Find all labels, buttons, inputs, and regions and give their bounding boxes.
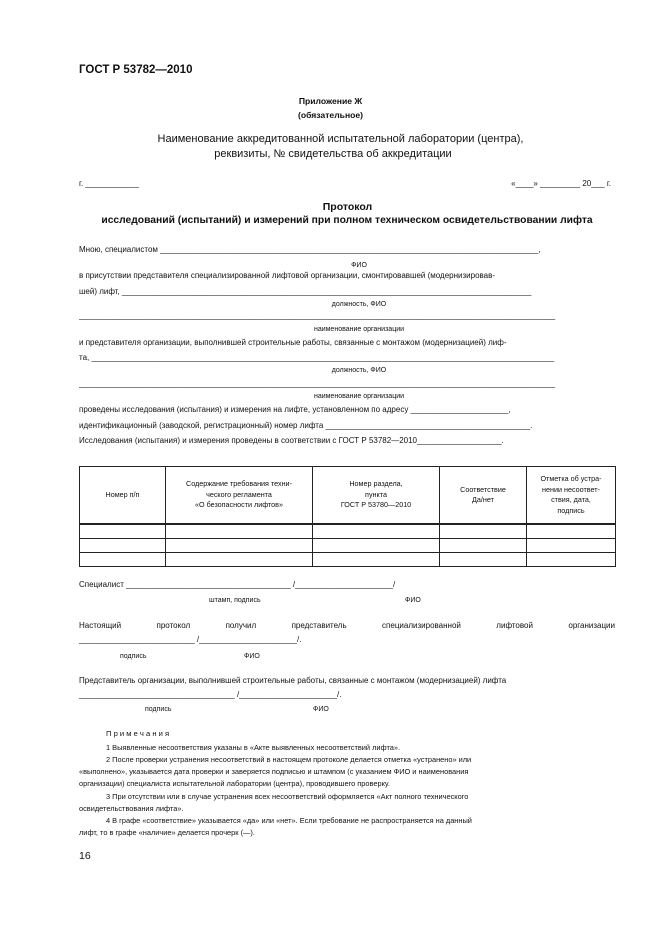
table-cell: [80, 539, 166, 553]
caption-specialist-fio: ФИО: [405, 597, 421, 604]
lab-name-line2: реквизиты, № свидетельства об аккредитации: [214, 148, 452, 160]
note-1: 1 Выявленные несоответствия указаны в «Акте выявленных несоответствий лифта».: [106, 743, 401, 752]
caption-organization: наименование организации: [313, 326, 405, 333]
note-2-line2: «выполнено», указывается дата проверки и заверяется подписью и штампом (с указанием ФИО и наименования: [79, 767, 469, 776]
address-line: проведены исследования (испытания) и измерения на лифте, установленном по адресу ______________________,: [79, 405, 511, 414]
presence-line: в присутствии представителя специализированной лифтовой организации, смонтировавшей (модернизировав-: [79, 271, 496, 280]
requirements-table: [79, 466, 616, 567]
builder-signature-line: ___________________________________ /______________________/.: [79, 690, 342, 699]
builder-organization-line: ___________________________________________________________________________________________________________: [79, 379, 556, 388]
caption-position-fio-2: должность, ФИО: [331, 367, 387, 374]
note-4-line1: 4 В графе «соответствие» указывается «да» или «нет». Если требование не распространяется на данный: [106, 816, 472, 825]
city-field: г. ____________: [79, 179, 139, 188]
page-number: 16: [79, 850, 91, 862]
protocol-title: Протокол: [322, 201, 373, 213]
caption-signature: подпись: [120, 653, 147, 660]
note-3-line2: освидетельствования лифта».: [79, 804, 184, 813]
table-cell: [166, 553, 313, 567]
caption-recipient-fio: ФИО: [244, 653, 260, 660]
header-correction: Отметка об устра- нении несоответ- ствия, дата, подпись: [527, 467, 616, 525]
notes-title: П р и м е ч а н и я: [106, 729, 170, 738]
protocol-subtitle: исследований (испытаний) и измерений при полном техническом освидетельствовании лифта: [101, 215, 593, 226]
serial-number-line: идентификационный (заводской, регистрационный) номер лифта ______________________________________________.: [79, 421, 533, 430]
header-compliance: Соответствие Да/нет: [440, 467, 527, 525]
builder-presence-line: и представителя организации, выполнившей строительные работы, связанные с монтажом (модернизацией) лиф-: [79, 338, 507, 347]
builder-representative-statement: Представитель организации, выполнившей строительные работы, связанные с монтажом (модернизацией) лифта: [79, 676, 507, 685]
table-cell: [527, 524, 616, 539]
header-number: Номер п/п: [80, 467, 166, 525]
table-cell: [440, 539, 527, 553]
specialist-signature-line: Специалист _____________________________________ /______________________/: [79, 580, 396, 589]
specialist-line: Мною, специалистом _____________________________________________________________________________________,: [79, 245, 541, 254]
caption-fio: ФИО: [351, 262, 367, 269]
table-cell: [166, 539, 313, 553]
table-cell: [440, 553, 527, 567]
note-3-line1: 3 При отсутствии или в случае устранения всех несоответствий оформляется «Акт полного технического: [106, 792, 469, 801]
note-4-line2: лифт, то в графе «наличие» делается прочерк (—).: [79, 828, 255, 837]
table-row: [80, 553, 616, 567]
table-header-row: [80, 467, 616, 525]
document-header: ГОСТ Р 53782—2010: [79, 64, 193, 76]
table-cell: [313, 539, 440, 553]
builder-position-line: та, ________________________________________________________________________________________________________: [79, 353, 555, 362]
annex-status: (обязательное): [297, 110, 364, 120]
table-row: [80, 539, 616, 553]
table-cell: [313, 524, 440, 539]
lab-name-line1: Наименование аккредитованной испытательной лаборатории (центра),: [157, 133, 524, 145]
table-cell: [440, 524, 527, 539]
table-cell: [166, 524, 313, 539]
table-cell: [527, 539, 616, 553]
table-cell: [80, 524, 166, 539]
caption-builder-fio: ФИО: [313, 706, 329, 713]
header-section: Номер раздела, пункта ГОСТ Р 53780—2010: [313, 467, 440, 525]
recipient-signature-line: __________________________ /______________________/.: [79, 635, 302, 644]
note-2-line3: организации) специалиста испытательной лаборатории (центра), проводившего проверку.: [79, 779, 390, 788]
table-cell: [527, 553, 616, 567]
header-requirement: Содержание требования техни- ческого регламента «О безопасности лифтов»: [166, 467, 313, 525]
date-field: «____» _________ 20___ г.: [511, 179, 611, 188]
caption-position-fio: должность, ФИО: [331, 301, 387, 308]
organization-line: ___________________________________________________________________________________________________________: [79, 311, 556, 320]
lift-line: шей) лифт, ____________________________________________________________________________________________: [79, 287, 532, 296]
table-cell: [313, 553, 440, 567]
note-2-line1: 2 После проверки устранения несоответствий в настоящем протоколе делается отметка «устранено» или: [106, 755, 472, 764]
recipient-statement: Настоящий протокол получил представитель специализированной лифтовой организации: [79, 621, 615, 630]
table-cell: [80, 553, 166, 567]
table-row: [80, 524, 616, 539]
annex-title: Приложение Ж: [298, 96, 363, 106]
caption-organization-2: наименование организации: [313, 393, 405, 400]
caption-stamp-signature: штамп, подпись: [209, 597, 261, 604]
caption-builder-signature: подпись: [145, 706, 172, 713]
standard-line: Исследования (испытания) и измерения проведены в соответствии с ГОСТ Р 53782—2010___________________.: [79, 436, 504, 445]
